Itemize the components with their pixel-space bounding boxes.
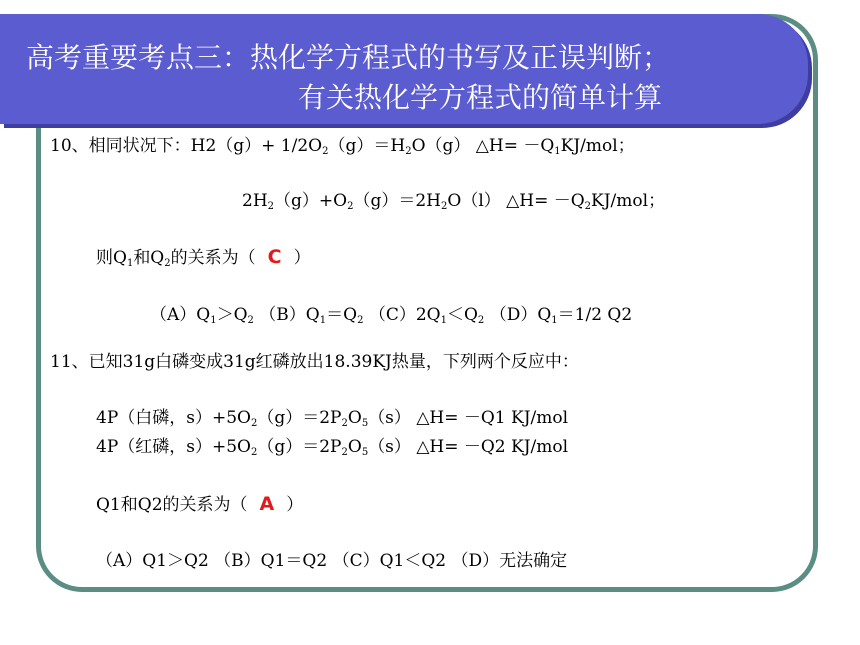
- text: （s） △H= －Q1 KJ/mol: [368, 408, 569, 428]
- q11-relation: [96, 494, 303, 515]
- text: （C）2Q: [363, 305, 441, 325]
- text: （g）＝2H: [353, 191, 442, 211]
- text: （g）+O: [274, 191, 348, 211]
- text: ＜Q: [446, 305, 478, 325]
- q11-answer: A: [259, 493, 275, 515]
- subscript: 2: [477, 315, 485, 326]
- title-banner: [0, 14, 808, 124]
- subscript: 2: [341, 447, 348, 458]
- subscript: 2: [267, 201, 275, 212]
- text: ＝1/2 Q2: [557, 305, 633, 325]
- subscript: 1: [126, 258, 134, 269]
- text: （B）Q: [253, 305, 320, 325]
- text: 10、相同状况下：H2（g）+ 1/2O: [50, 136, 323, 156]
- q11-options: （A）Q1＞Q2 （B）Q1＝Q2 （C）Q1＜Q2 （D）无法确定: [96, 551, 568, 571]
- subscript: 2: [341, 418, 348, 429]
- subscript: 2: [164, 258, 171, 269]
- q10-options: [150, 305, 632, 325]
- text: 4P（红磷，s）+5O: [96, 437, 251, 457]
- text: O: [347, 437, 362, 457]
- text: （D）Q: [484, 305, 552, 325]
- text: 和Q: [133, 248, 165, 268]
- text: ）: [286, 495, 304, 515]
- subscript: 1: [554, 146, 561, 157]
- text: O（l） △H= －Q: [447, 191, 585, 211]
- subscript: 2: [584, 201, 592, 212]
- text: 4P（白磷，s）+5O: [96, 408, 251, 428]
- text: ）: [293, 248, 311, 268]
- subscript: 2: [347, 201, 354, 212]
- q11-reaction-1: [96, 408, 568, 428]
- q10-relation: [96, 247, 311, 268]
- subscript: 1: [440, 315, 447, 326]
- q10-answer: C: [267, 246, 282, 268]
- title-line-2: 有关热化学方程式的简单计算: [298, 81, 663, 114]
- q11-stem: 11、已知31g白磷变成31g红磷放出18.39KJ热量，下列两个反应中：: [50, 352, 579, 372]
- subscript: 1: [210, 315, 217, 326]
- subscript: 2: [250, 447, 258, 458]
- subscript: 2: [247, 315, 254, 326]
- q10-equation-2: [242, 191, 665, 211]
- text: 则Q: [96, 248, 127, 268]
- text: ＞Q: [216, 305, 248, 325]
- subscript: 2: [405, 146, 412, 157]
- subscript: 2: [322, 146, 329, 157]
- title-line-1: 高考重要考点三：热化学方程式的书写及正误判断；: [26, 41, 671, 74]
- text: ＝Q: [326, 305, 358, 325]
- subscript: 1: [551, 315, 558, 326]
- text: （g）＝2P: [257, 437, 342, 457]
- text: O: [347, 408, 362, 428]
- subscript: 1: [319, 315, 327, 326]
- subscript: 2: [441, 201, 448, 212]
- subscript: 5: [361, 418, 369, 429]
- text: O（g） △H= －Q: [411, 136, 555, 156]
- subscript: 5: [361, 447, 369, 458]
- text: （g）＝2P: [257, 408, 342, 428]
- subscript: 2: [357, 315, 364, 326]
- text: KJ/mol；: [560, 136, 635, 156]
- text: 2H: [242, 191, 268, 211]
- text: Q1和Q2的关系为（: [96, 495, 248, 515]
- text: （g）＝H: [328, 136, 406, 156]
- text: （A）Q: [150, 305, 211, 325]
- q10-equation-1: [50, 136, 635, 156]
- text: 的关系为（: [170, 248, 256, 268]
- text: （s） △H= －Q2 KJ/mol: [368, 437, 569, 457]
- subscript: 2: [250, 418, 258, 429]
- text: KJ/mol；: [591, 191, 666, 211]
- q11-reaction-2: [96, 437, 568, 457]
